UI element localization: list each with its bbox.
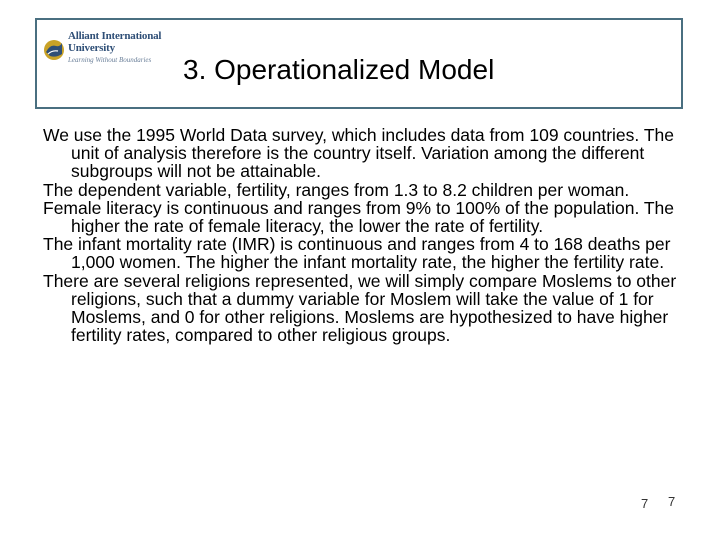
- paragraph-literacy: Female literacy is continuous and ranges from 9% to 100% of the population. The higher the rate of female literacy, the lower the rate of fertility.: [43, 197, 675, 237]
- slide-title: 3. Operationalized Model: [183, 54, 495, 85]
- logo-name-line1: Alliant International: [68, 30, 162, 42]
- logo-name-line2: University: [68, 42, 115, 54]
- page-number: 7: [641, 496, 649, 511]
- body-text: [43, 126, 693, 344]
- university-logo: [42, 30, 172, 78]
- paragraph-fertility: The dependent variable, fertility, ranges from 1.3 to 8.2 children per woman.: [43, 179, 630, 200]
- slide-number: 7: [668, 494, 676, 509]
- paragraph-imr: The infant mortality rate (IMR) is continuous and ranges from 4 to 168 deaths per 1,000 women. The higher the infant mortality rate, the higher the fertility rate.: [43, 234, 671, 273]
- paragraph-survey: We use the 1995 World Data survey, which includes data from 109 countries. The unit of analysis therefore is the country itself. Variation among the different subgroups will not be attainable.: [43, 125, 674, 182]
- paragraph-religion: There are several religions represented, we will simply compare Moslems to other religions, such that a dummy variable for Moslem will take the value of 1 for Moslems, and 0 for other religions. Moslems are hypothesized to have higher fertility rates, compared to other religious groups.: [43, 270, 677, 346]
- logo-tagline: Learning Without Boundaries: [68, 56, 152, 64]
- title-box: [35, 18, 683, 109]
- logo-emblem-icon: [42, 38, 66, 62]
